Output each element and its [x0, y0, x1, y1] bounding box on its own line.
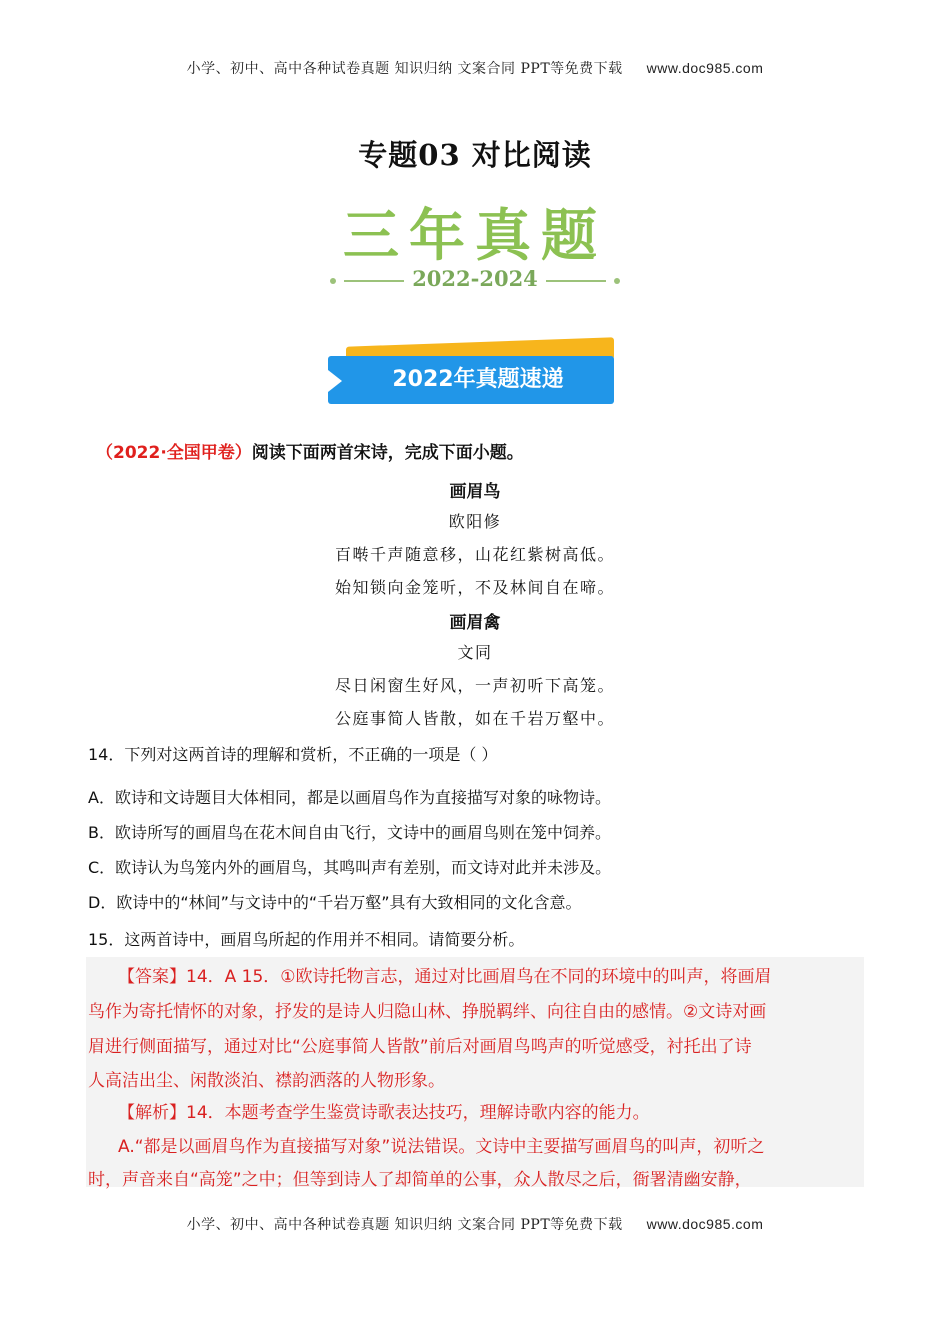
left-divider	[344, 280, 404, 282]
poem1-line: 始知锁向金笼听，不及林间自在啼。	[334, 578, 615, 597]
question-source: （2022·全国甲卷）	[96, 443, 252, 463]
years-text: 2022-2024	[412, 266, 538, 291]
footer-text: 小学、初中、高中各种试卷真题 知识归纳 文案合同 PPT等免费下载	[186, 1217, 623, 1233]
page-footer	[0, 1214, 950, 1234]
page-header	[0, 58, 950, 78]
big-title: 三年真题	[343, 204, 607, 269]
answer-line: 人高洁出尘、闲散淡泊、襟韵洒落的人物形象。	[88, 1071, 445, 1091]
poem2-line: 公庭事简人皆散，如在千岩万壑中。	[334, 709, 615, 728]
page-title: 专题03 对比阅读	[358, 138, 592, 172]
left-dot-icon	[330, 278, 336, 284]
footer-url[interactable]: www.doc985.com	[646, 1216, 764, 1232]
question-intro	[96, 438, 524, 463]
answer-line: 眉进行侧面描写，通过对比“公庭事简人皆散”前后对画眉鸟鸣声的听觉感受，衬托出了诗	[88, 1037, 752, 1057]
option-a: A．欧诗和文诗题目大体相同，都是以画眉鸟作为直接描写对象的咏物诗。	[88, 788, 611, 807]
poem1-author: 欧阳修	[448, 512, 502, 531]
header-url[interactable]: www.doc985.com	[646, 60, 764, 76]
poem2-line: 尽日闲窗生好风，一声初听下高笼。	[334, 676, 615, 695]
poem2-title: 画眉禽	[449, 613, 501, 633]
intro-text: 阅读下面两首宋诗，完成下面小题。	[251, 443, 524, 463]
section-banner	[328, 342, 618, 408]
option-d: D．欧诗中的“林间”与文诗中的“千岩万壑”具有大致相同的文化含意。	[88, 893, 582, 912]
poem2-author: 文同	[457, 643, 493, 662]
option-c: C．欧诗认为鸟笼内外的画眉鸟，其鸣叫声有差别，而文诗对此并未涉及。	[88, 858, 612, 877]
header-text: 小学、初中、高中各种试卷真题 知识归纳 文案合同 PPT等免费下载	[186, 61, 623, 77]
poem1-title: 画眉鸟	[449, 482, 501, 502]
option-b: B．欧诗所写的画眉鸟在花木间自由飞行，文诗中的画眉鸟则在笼中饲养。	[88, 823, 611, 842]
analysis-line: 【解析】14．本题考查学生鉴赏诗歌表达技巧，理解诗歌内容的能力。	[118, 1103, 650, 1123]
analysis-line: A.“都是以画眉鸟作为直接描写对象”说法错误。文诗中主要描写画眉鸟的叫声，初听之	[118, 1137, 765, 1157]
answer-line: 【答案】14．A 15．①欧诗托物言志，通过对比画眉鸟在不同的环境中的叫声，将画眉	[118, 967, 772, 987]
question-15: 15．这两首诗中，画眉鸟所起的作用并不相同。请简要分析。	[88, 930, 525, 949]
question-14: 14．下列对这两首诗的理解和赏析，不正确的一项是（ ）	[88, 745, 498, 764]
right-divider	[546, 280, 606, 282]
right-dot-icon	[614, 278, 620, 284]
banner-text: 2022年真题速递	[392, 367, 564, 392]
analysis-line: 时，声音来自“高笼”之中；但等到诗人了却简单的公事，众人散尽之后，衙署清幽安静，	[88, 1170, 752, 1190]
years-label	[0, 266, 950, 291]
poem1-line: 百啭千声随意移，山花红紫树高低。	[334, 545, 615, 564]
answer-line: 鸟作为寄托情怀的对象，抒发的是诗人归隐山林、挣脱羁绊、向往自由的感情。②文诗对画	[88, 1002, 767, 1022]
